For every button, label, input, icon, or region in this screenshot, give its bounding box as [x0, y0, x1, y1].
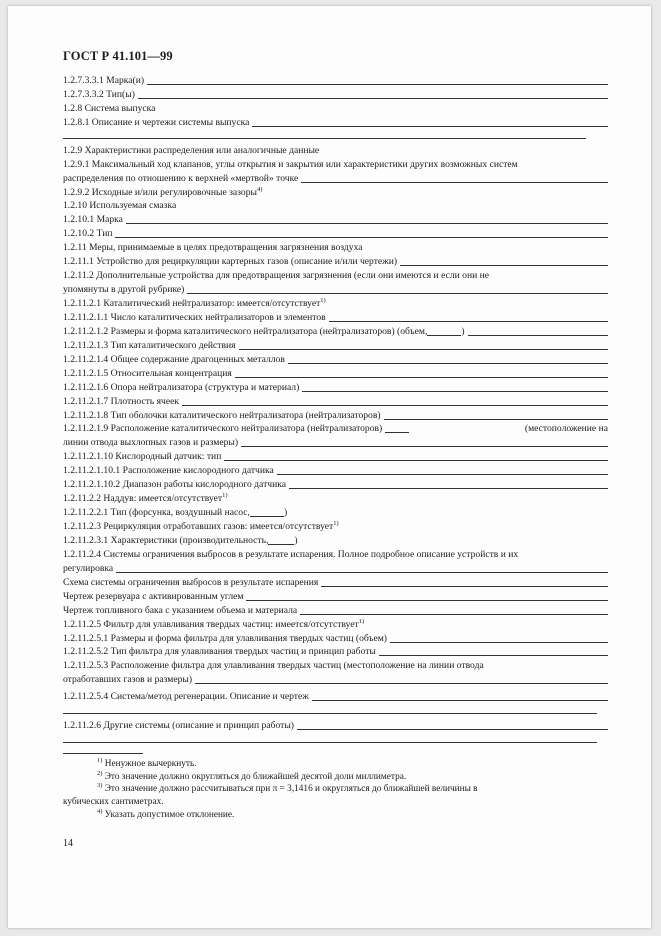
blank-field[interactable]	[246, 600, 608, 601]
blank-field[interactable]	[400, 265, 608, 266]
blank-field[interactable]	[241, 446, 608, 447]
section-heading: 1.2.8 Система выпуска	[63, 102, 156, 114]
blank-field[interactable]	[138, 98, 608, 99]
form-line	[63, 673, 608, 687]
blank-field[interactable]	[468, 335, 608, 336]
blank-line[interactable]	[63, 713, 597, 714]
field-label: распределения по отношению к верхней «мертвой» точке	[63, 172, 299, 184]
blank-field[interactable]	[250, 516, 284, 517]
field-label: 1.2.11.2.1.4 Общее содержание драгоценных металлов	[63, 353, 285, 365]
blank-field[interactable]	[224, 460, 608, 461]
footnote-continuation: кубических сантиметрах.	[63, 796, 164, 807]
form-line	[63, 213, 608, 227]
blank-field[interactable]	[321, 586, 608, 587]
blank-field[interactable]	[252, 126, 608, 127]
footnote: $^{3)}$ Это значение должно рассчитываться при π = 3,1416 и округляться до ближайшей величины в	[97, 782, 478, 795]
blank-field[interactable]	[195, 683, 608, 684]
field-label: упомянуты в другой рубрике)	[63, 284, 185, 296]
field-label: 1.2.11.2.1.2 Размеры и форма каталитического нейтрализатора (нейтрализаторов) (объем,	[63, 325, 428, 337]
blank-line[interactable]	[63, 742, 597, 743]
form-line: 1.2.11.2.5.3 Расположение фильтра для улавливания твердых частиц (местоположение на линии отвода	[63, 660, 484, 672]
blank-field[interactable]	[297, 729, 608, 730]
field-label: 1.2.8.1 Описание и чертежи системы выпуска	[63, 116, 250, 128]
blank-line[interactable]	[63, 138, 586, 139]
form-line	[63, 520, 608, 534]
form-line	[63, 632, 608, 646]
field-label: 1.2.10.1 Марка	[63, 214, 123, 226]
field-label: 1.2.7.3.3.1 Марка(и)	[63, 74, 145, 86]
form-line	[63, 436, 608, 450]
form-line: 1.2.9.1 Максимальный ход клапанов, углы открытия и закрытия или характеристики других возможных систем	[63, 158, 518, 170]
document-page	[8, 6, 651, 928]
field-label: 1.2.11.2.1.10.2 Диапазон работы кислородного датчика	[63, 479, 286, 491]
form-line	[63, 255, 608, 269]
blank-field[interactable]	[235, 377, 608, 378]
form-line	[63, 297, 608, 311]
form-line	[63, 283, 608, 297]
form-line: 1.2.11.2.3.1 Характеристики (производительность, )	[63, 534, 298, 546]
blank-field[interactable]	[427, 335, 461, 336]
form-line	[63, 395, 608, 409]
form-line: 1.2.11.2.2.1 Тип (форсунка, воздушный насос, )	[63, 507, 288, 519]
field-label: 1.2.11.2.3 Рециркуляция отработавших газов: имеется/отсутствует$^{1)}$	[63, 520, 339, 533]
field-label: 1.2.11.2.2.1 Тип (форсунка, воздушный насос,	[63, 507, 250, 519]
blank-field[interactable]	[187, 293, 608, 294]
form-line	[63, 409, 608, 423]
field-label: 1.2.11.2.2 Наддув: имеется/отсутствует$^{1)}$	[63, 492, 228, 505]
field-label: 1.2.11.2.1.9 Расположение каталитического нейтрализатора (нейтрализаторов)	[63, 423, 383, 435]
form-line: 1.2.11.2.4 Системы ограничения выбросов в результате испарения. Полное подробное описание устройств и их	[63, 548, 519, 560]
field-label: 1.2.11.2.5 Фильтр для улавливания твердых частиц: имеется/отсутствует$^{1)}$	[63, 617, 365, 630]
form-line	[63, 690, 608, 704]
form-line	[63, 186, 608, 200]
field-label: 1.2.11.2.1.5 Относительная концентрация	[63, 367, 232, 379]
field-label: 1.2.11.2.5.1 Размеры и форма фильтра для улавливания твердых частиц (объем)	[63, 632, 388, 644]
field-label: линии отвода выхлопных газов и размеры)	[63, 437, 239, 449]
blank-field[interactable]	[289, 488, 608, 489]
field-label: 1.2.10.2 Тип	[63, 228, 113, 240]
blank-field[interactable]	[268, 544, 294, 545]
field-label: 1.2.11.1 Устройство для рециркуляции картерных газов (описание и/или чертежи)	[63, 256, 398, 268]
field-label: 1.2.11.2.1.6 Опора нейтрализатора (структура и материал)	[63, 381, 300, 393]
form-body	[63, 74, 608, 821]
blank-field[interactable]	[300, 614, 608, 615]
footnote: $^{2)}$ Это значение должно округляться до ближайшей десятой доли миллиметра.	[97, 769, 407, 782]
form-line: 1.2.11.2.1.2 Размеры и форма каталитического нейтрализатора (нейтрализаторов) (объем, )	[63, 325, 608, 339]
field-label: регулировка	[63, 562, 114, 574]
form-line: 1.2.11.2 Дополнительные устройства для предотвращения загрязнения (если они имеются и если они не	[63, 270, 490, 282]
form-line	[63, 116, 608, 130]
field-label: 1.2.7.3.3.2 Тип(ы)	[63, 88, 135, 100]
blank-field[interactable]	[390, 642, 608, 643]
blank-field[interactable]	[384, 419, 608, 420]
field-label: отработавших газов и размеры)	[63, 674, 193, 686]
field-label: 1.2.11.2.1.1 Число каталитических нейтрализаторов и элементов	[63, 311, 326, 323]
form-line	[63, 464, 608, 478]
field-label: 1.2.11.2.1.10.1 Расположение кислородного датчика	[63, 465, 274, 477]
field-label: 1.2.11.2.5.4 Система/метод регенерации. Описание и чертеж	[63, 691, 309, 703]
form-line	[63, 604, 608, 618]
field-label: 1.2.11.2.1.8 Тип оболочки каталитического нейтрализатора (нейтрализаторов)	[63, 409, 381, 421]
blank-field[interactable]	[126, 223, 608, 224]
field-label: 1.2.11.2.6 Другие системы (описание и принцип работы)	[63, 720, 294, 732]
field-label: 1.2.11.2.1.10 Кислородный датчик: тип	[63, 451, 222, 463]
form-line	[63, 618, 608, 632]
form-line	[63, 227, 608, 241]
section-heading: 1.2.11 Меры, принимаемые в целях предотвращения загрязнения воздуха	[63, 242, 363, 254]
field-label: Чертеж резервуара с активированным углем	[63, 590, 244, 602]
form-line	[63, 381, 608, 395]
form-line	[63, 576, 608, 590]
form-line	[63, 74, 608, 88]
field-label: 1.2.11.2.1.3 Тип каталитического действия	[63, 339, 236, 351]
blank-field[interactable]	[288, 363, 608, 364]
form-line	[63, 88, 608, 102]
blank-field[interactable]	[312, 700, 608, 701]
form-line	[63, 367, 608, 381]
blank-field[interactable]	[239, 349, 608, 350]
blank-field[interactable]	[329, 321, 608, 322]
form-line	[63, 339, 608, 353]
form-line	[63, 353, 608, 367]
page-number: 14	[63, 838, 73, 849]
field-label: Схема системы ограничения выбросов в результате испарения	[63, 576, 319, 588]
form-line	[63, 450, 608, 464]
form-line	[63, 590, 608, 604]
field-label: 1.2.11.2.5.2 Тип фильтра для улавливания твердых частиц и принцип работы	[63, 646, 376, 658]
document-header: ГОСТ Р 41.101—99	[63, 49, 173, 63]
blank-field[interactable]	[182, 405, 608, 406]
form-line: 1.2.11.2.1.9 Расположение каталитического нейтрализатора (нейтрализаторов) (местоположение на	[63, 423, 608, 435]
field-label: 1.2.11.2.3.1 Характеристики (производительность,	[63, 534, 269, 546]
form-line	[63, 311, 608, 325]
form-line	[63, 172, 608, 186]
footnote-divider	[63, 753, 143, 754]
form-line	[63, 478, 608, 492]
field-label: 1.2.11.2.1 Каталитический нейтрализатор: имеется/отсутствует$^{1)}$	[63, 297, 326, 310]
form-line	[63, 492, 608, 506]
field-label: 1.2.11.2.1.7 Плотность ячеек	[63, 395, 180, 407]
blank-field[interactable]	[115, 237, 608, 238]
field-label: Чертеж топливного бака с указанием объема и материала	[63, 604, 298, 616]
blank-field[interactable]	[301, 182, 608, 183]
footnote: $^{4)}$ Указать допустимое отклонение.	[97, 807, 235, 820]
form-line	[63, 562, 608, 576]
form-line	[63, 646, 608, 660]
section-heading: 1.2.9 Характеристики распределения или аналогичные данные	[63, 144, 320, 156]
blank-field[interactable]	[385, 432, 409, 433]
field-label: 1.2.9.2 Исходные и/или регулировочные зазоры$^{4)}$	[63, 185, 263, 198]
section-heading: 1.2.10 Используемая смазка	[63, 200, 177, 212]
blank-field[interactable]	[379, 655, 608, 656]
blank-field[interactable]	[116, 572, 608, 573]
footnote: $^{1)}$ Ненужное вычеркнуть.	[97, 757, 197, 770]
blank-field[interactable]	[277, 474, 608, 475]
form-line	[63, 719, 608, 733]
blank-field[interactable]	[147, 84, 608, 85]
blank-field[interactable]	[302, 391, 608, 392]
